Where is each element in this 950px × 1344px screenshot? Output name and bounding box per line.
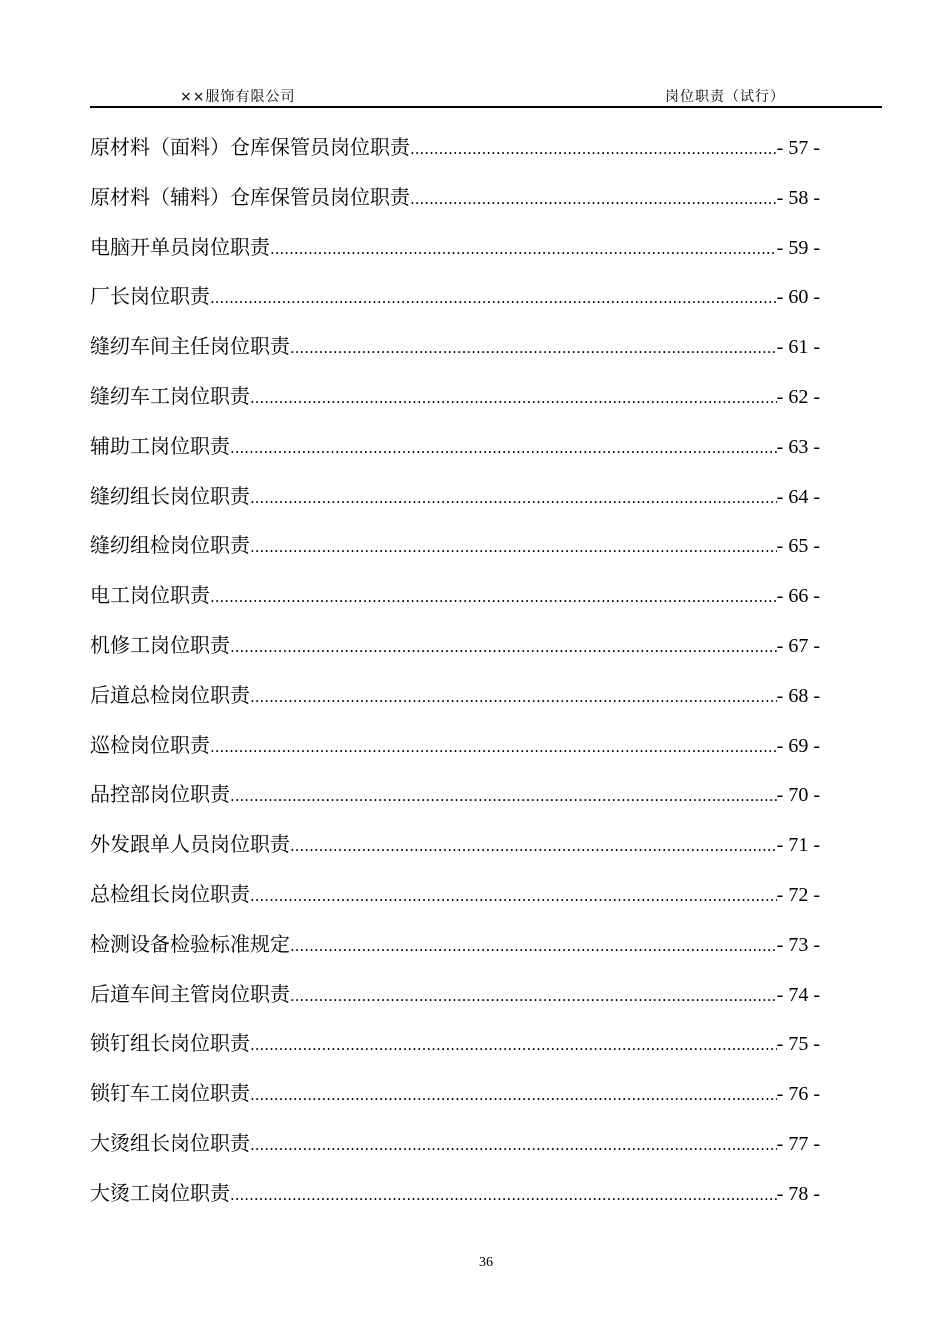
toc-entry-title: 机修工岗位职责 [90, 632, 230, 657]
toc-dot-leader [250, 1078, 777, 1112]
toc-entry[interactable] [90, 279, 820, 329]
toc-entry[interactable] [90, 1076, 820, 1126]
toc-dot-leader [290, 979, 777, 1013]
toc-entry-page-number: - 77 - [776, 1132, 820, 1155]
toc-entry-page-number: - 61 - [776, 336, 820, 359]
toc-entry-title: 电工岗位职责 [90, 583, 210, 608]
toc-dot-leader [250, 879, 777, 913]
toc-dot-leader [210, 730, 777, 764]
toc-entry[interactable] [90, 429, 820, 479]
toc-entry-page-number: - 67 - [776, 634, 820, 657]
toc-entry[interactable] [90, 1126, 820, 1176]
toc-dot-leader [230, 630, 777, 664]
toc-entry-page-number: - 64 - [776, 485, 820, 508]
toc-entry[interactable] [90, 728, 820, 778]
toc-entry-page-number: - 76 - [776, 1083, 820, 1106]
toc-entry-title: 锁钉组长岗位职责 [90, 1031, 250, 1056]
toc-entry-title: 缝纫车工岗位职责 [90, 383, 250, 408]
toc-dot-leader [250, 1128, 777, 1162]
toc-entry-title: 缝纫车间主任岗位职责 [90, 334, 290, 359]
toc-entry[interactable] [90, 130, 820, 180]
toc-entry[interactable] [90, 180, 820, 230]
toc-dot-leader [250, 481, 777, 515]
toc-entry[interactable] [90, 329, 820, 379]
toc-dot-leader [290, 331, 777, 365]
toc-entry-page-number: - 66 - [776, 585, 820, 608]
toc-entry-page-number: - 58 - [776, 186, 820, 209]
toc-entry[interactable] [90, 628, 820, 678]
header-divider [90, 106, 882, 108]
page-header [0, 86, 950, 108]
toc-entry-title: 品控部岗位职责 [90, 782, 230, 807]
table-of-contents [90, 130, 820, 1226]
toc-entry[interactable] [90, 977, 820, 1027]
toc-entry-page-number: - 62 - [776, 385, 820, 408]
toc-dot-leader [230, 431, 777, 465]
toc-entry[interactable] [90, 877, 820, 927]
footer-page-number: 36 [479, 1255, 493, 1270]
toc-entry[interactable] [90, 1026, 820, 1076]
toc-entry-title: 缝纫组长岗位职责 [90, 483, 250, 508]
toc-entry-page-number: - 75 - [776, 1033, 820, 1056]
toc-entry-page-number: - 65 - [776, 535, 820, 558]
toc-entry-page-number: - 71 - [776, 834, 820, 857]
toc-entry-title: 原材料（辅料）仓库保管员岗位职责 [90, 184, 410, 209]
toc-entry-title: 大烫组长岗位职责 [90, 1130, 250, 1155]
toc-entry-page-number: - 70 - [776, 784, 820, 807]
toc-entry[interactable] [90, 578, 820, 628]
toc-entry[interactable] [90, 528, 820, 578]
toc-entry-title: 总检组长岗位职责 [90, 881, 250, 906]
toc-entry-title: 缝纫组检岗位职责 [90, 533, 250, 558]
toc-dot-leader [230, 1178, 777, 1212]
toc-entry[interactable] [90, 678, 820, 728]
toc-entry-title: 原材料（面料）仓库保管员岗位职责 [90, 135, 410, 159]
toc-dot-leader [270, 232, 777, 266]
toc-entry-title: 巡检岗位职责 [90, 732, 210, 757]
toc-entry-page-number: - 60 - [776, 286, 820, 309]
toc-dot-leader [210, 281, 777, 315]
toc-entry[interactable] [90, 479, 820, 529]
toc-entry-page-number: - 59 - [776, 236, 820, 259]
toc-entry-page-number: - 57 - [776, 137, 820, 159]
toc-dot-leader [410, 182, 777, 216]
toc-entry-page-number: - 63 - [776, 435, 820, 458]
toc-entry-title: 电脑开单员岗位职责 [90, 234, 270, 259]
toc-entry-page-number: - 69 - [776, 734, 820, 757]
toc-entry[interactable] [90, 379, 820, 429]
toc-entry-title: 锁钉车工岗位职责 [90, 1081, 250, 1106]
header-company-name: ××服饰有限公司 [180, 89, 296, 105]
toc-entry[interactable] [90, 927, 820, 977]
toc-entry-page-number: - 73 - [776, 933, 820, 956]
toc-entry-title: 大烫工岗位职责 [90, 1180, 230, 1205]
toc-entry-page-number: - 78 - [776, 1182, 820, 1205]
toc-entry-title: 后道车间主管岗位职责 [90, 981, 290, 1006]
toc-entry-page-number: - 72 - [776, 883, 820, 906]
toc-dot-leader [210, 580, 777, 614]
toc-dot-leader [250, 381, 777, 415]
toc-entry-page-number: - 68 - [776, 684, 820, 707]
toc-dot-leader [290, 829, 777, 863]
toc-dot-leader [410, 132, 777, 166]
toc-dot-leader [250, 1028, 777, 1062]
toc-entry[interactable] [90, 827, 820, 877]
toc-entry-page-number: - 74 - [776, 983, 820, 1006]
toc-entry-title: 后道总检岗位职责 [90, 682, 250, 707]
header-document-title: 岗位职责（试行） [665, 89, 785, 105]
toc-dot-leader [250, 530, 777, 564]
toc-dot-leader [290, 929, 777, 963]
toc-entry-title: 外发跟单人员岗位职责 [90, 832, 290, 857]
toc-dot-leader [250, 680, 777, 714]
toc-entry[interactable] [90, 1176, 820, 1226]
toc-entry[interactable] [90, 230, 820, 280]
toc-entry[interactable] [90, 777, 820, 827]
toc-entry-title: 检测设备检验标准规定 [90, 931, 290, 956]
toc-entry-title: 厂长岗位职责 [90, 284, 210, 309]
toc-entry-title: 辅助工岗位职责 [90, 433, 230, 458]
toc-dot-leader [230, 779, 777, 813]
